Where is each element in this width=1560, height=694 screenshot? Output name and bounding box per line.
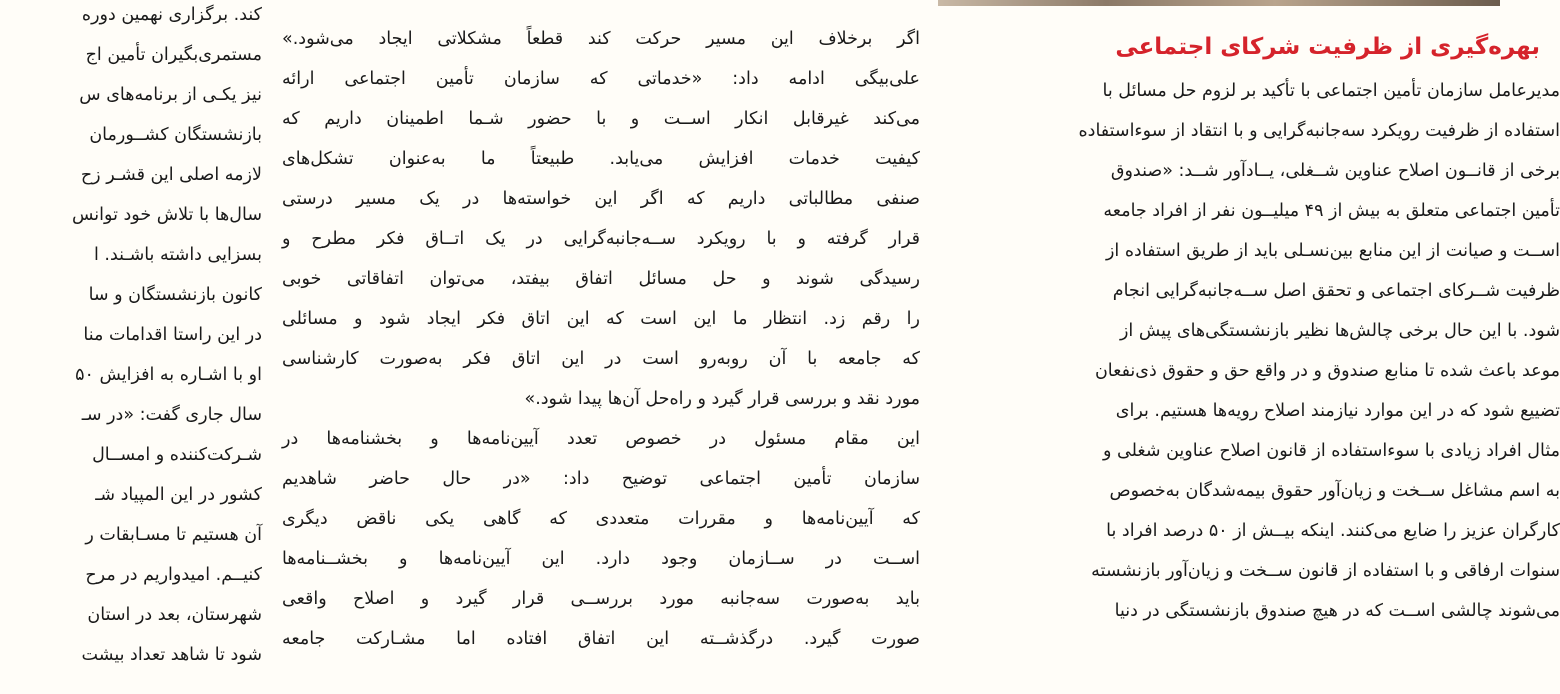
text-line: شـرکت‌کننده و امســال [92, 445, 262, 465]
text-line: اســت و صیانت از این منابع بین‌نسـلی باید از طریق استفاده از [1105, 241, 1560, 261]
text-line: رسیدگی شوند و حل مسائل اتفاق بیفتد، می‌توان اتفاقاتی خوبی [282, 269, 920, 289]
text-line: باید به‌صورت سه‌جانبه مورد بررســی قرار گیرد و اصلاح واقعی [282, 589, 920, 609]
text-line: در این راستا اقدامات منا [83, 325, 262, 345]
text-line: کنیــم. امیدواریم در مرح [85, 565, 262, 585]
text-line: می‌شوند چالشی اســت که در هیچ صندوق بازنشستگی در دنیا [1114, 601, 1560, 621]
text-line: نیز یکـی از برنامه‌های س [79, 85, 262, 105]
text-line: مورد نقد و بررسی قرار گیرد و راه‌حل آن‌ها پیدا شود.» [524, 389, 920, 409]
text-line: مستمری‌بگیران تأمین اج [85, 45, 262, 65]
text-line: مدیرعامل سازمان تأمین اجتماعی با تأکید بر لزوم حل مسائل با [1102, 81, 1560, 101]
text-line: او با اشـاره به افزایش ۵۰ [75, 365, 262, 385]
text-line: سازمان تأمین اجتماعی توضیح داد: «در حال حاضر شاهدیم [282, 469, 920, 489]
text-line: صورت گیرد. درگذشــته این اتفاق افتاده اما مشـارکت جامعه [282, 629, 920, 649]
text-line: را رقم زد. انتظار ما این است که این اتاق فکر ایجاد شود و مسائلی [282, 309, 920, 329]
text-line: تضییع شود که در این موارد نیازمند اصلاح رویه‌ها هستیم. برای [1115, 401, 1560, 421]
text-line: سال جاری گفت: «در سـ [81, 405, 262, 425]
text-line: که جامعه با آن روبه‌رو است در این اتاق فکر به‌صورت کارشناسی [282, 349, 920, 369]
text-line: تأمین اجتماعی متعلق به بیش از ۴۹ میلیــون نفر از افراد جامعه [1103, 201, 1560, 221]
text-line: کشور در این المپیاد شـ [95, 485, 262, 505]
section-headline: بهره‌گیری از ظرفیت شرکای اجتماعی [1115, 34, 1540, 60]
right-column [938, 0, 1560, 694]
text-line: سال‌ها با تلاش خود توانس [71, 205, 262, 225]
text-line: ظرفیت شــرکای اجتماعی و تحقق اصل ســه‌جانبه‌گرایی انجام [1112, 281, 1560, 301]
text-line: مثال افراد زیادی با سوءاستفاده از قانون اصلاح عناوین شغلی و [1103, 441, 1560, 461]
text-line: بازنشستگان کشــورمان [89, 125, 262, 145]
text-line: به اسم مشاغل ســخت و زیان‌آور حقوق بیمه‌شدگان به‌خصوص [1109, 481, 1560, 501]
text-line: قرار گرفته و با رویکرد ســه‌جانبه‌گرایی در یک اتــاق فکر مطرح و [282, 229, 920, 249]
text-line: شود. با این حال برخی چالش‌ها نظیر بازنشستگی‌های پیش از [1119, 321, 1560, 341]
text-line: شود تا شاهد تعداد بیشت [81, 645, 262, 665]
text-line: برخی از قانــون اصلاح عناوین شــغلی، یــادآور شــد: «صندوق [1110, 161, 1560, 181]
text-line: آن هستیم تا مسـابقات ر [85, 525, 262, 545]
text-line: کارگران عزیز را ضایع می‌کنند. اینکه بیــش از ۵۰ درصد افراد با [1106, 521, 1560, 541]
text-line: می‌کند غیرقابل انکار اســت و با حضور شـما اطمینان داریم که [282, 109, 920, 129]
text-line: این مقام مسئول در خصوص تعدد آیین‌نامه‌ها و بخشنامه‌ها در [282, 429, 920, 449]
text-line: اگر برخلاف این مسیر حرکت کند قطعاً مشکلاتی ایجاد می‌شود.» [282, 29, 920, 49]
left-column [0, 0, 262, 694]
text-line: که آیین‌نامه‌ها و مقررات متعددی که گاهی یکی ناقض دیگری [282, 509, 920, 529]
text-line: لازمه اصلی این قشـر زح [80, 165, 262, 185]
text-line: موعد باعث شده تا منابع صندوق و در واقع حق و حقوق ذی‌نفعان [1094, 361, 1560, 381]
text-line: شهرستان، بعد در استان [87, 605, 262, 625]
text-line: بسزایی داشته باشـند. ا [93, 245, 262, 265]
text-line: کانون بازنشستگان و سا [88, 285, 262, 305]
text-line: سنوات ارفاقی و با استفاده از قانون ســخت و زیان‌آور بازنشسته [1091, 561, 1560, 581]
middle-column [282, 0, 920, 694]
text-line: استفاده از ظرفیت رویکرد سه‌جانبه‌گرایی و با انتقاد از سوءاستفاده [1078, 121, 1560, 141]
text-line: کیفیت خدمات افزایش می‌یابد. طبیعتاً ما به‌عنوان تشکل‌های [282, 149, 920, 169]
text-line: اســت در ســازمان وجود دارد. این آیین‌نامه‌ها و بخشــنامه‌ها [282, 549, 920, 569]
text-line: علی‌بیگی ادامه داد: «خدماتی که سازمان تأمین اجتماعی ارائه [282, 69, 920, 89]
text-line: کند. برگزاری نهمین دوره [81, 5, 262, 25]
text-line: صنفی مطالباتی داریم که اگر این خواسته‌ها در یک مسیر درستی [282, 189, 920, 209]
